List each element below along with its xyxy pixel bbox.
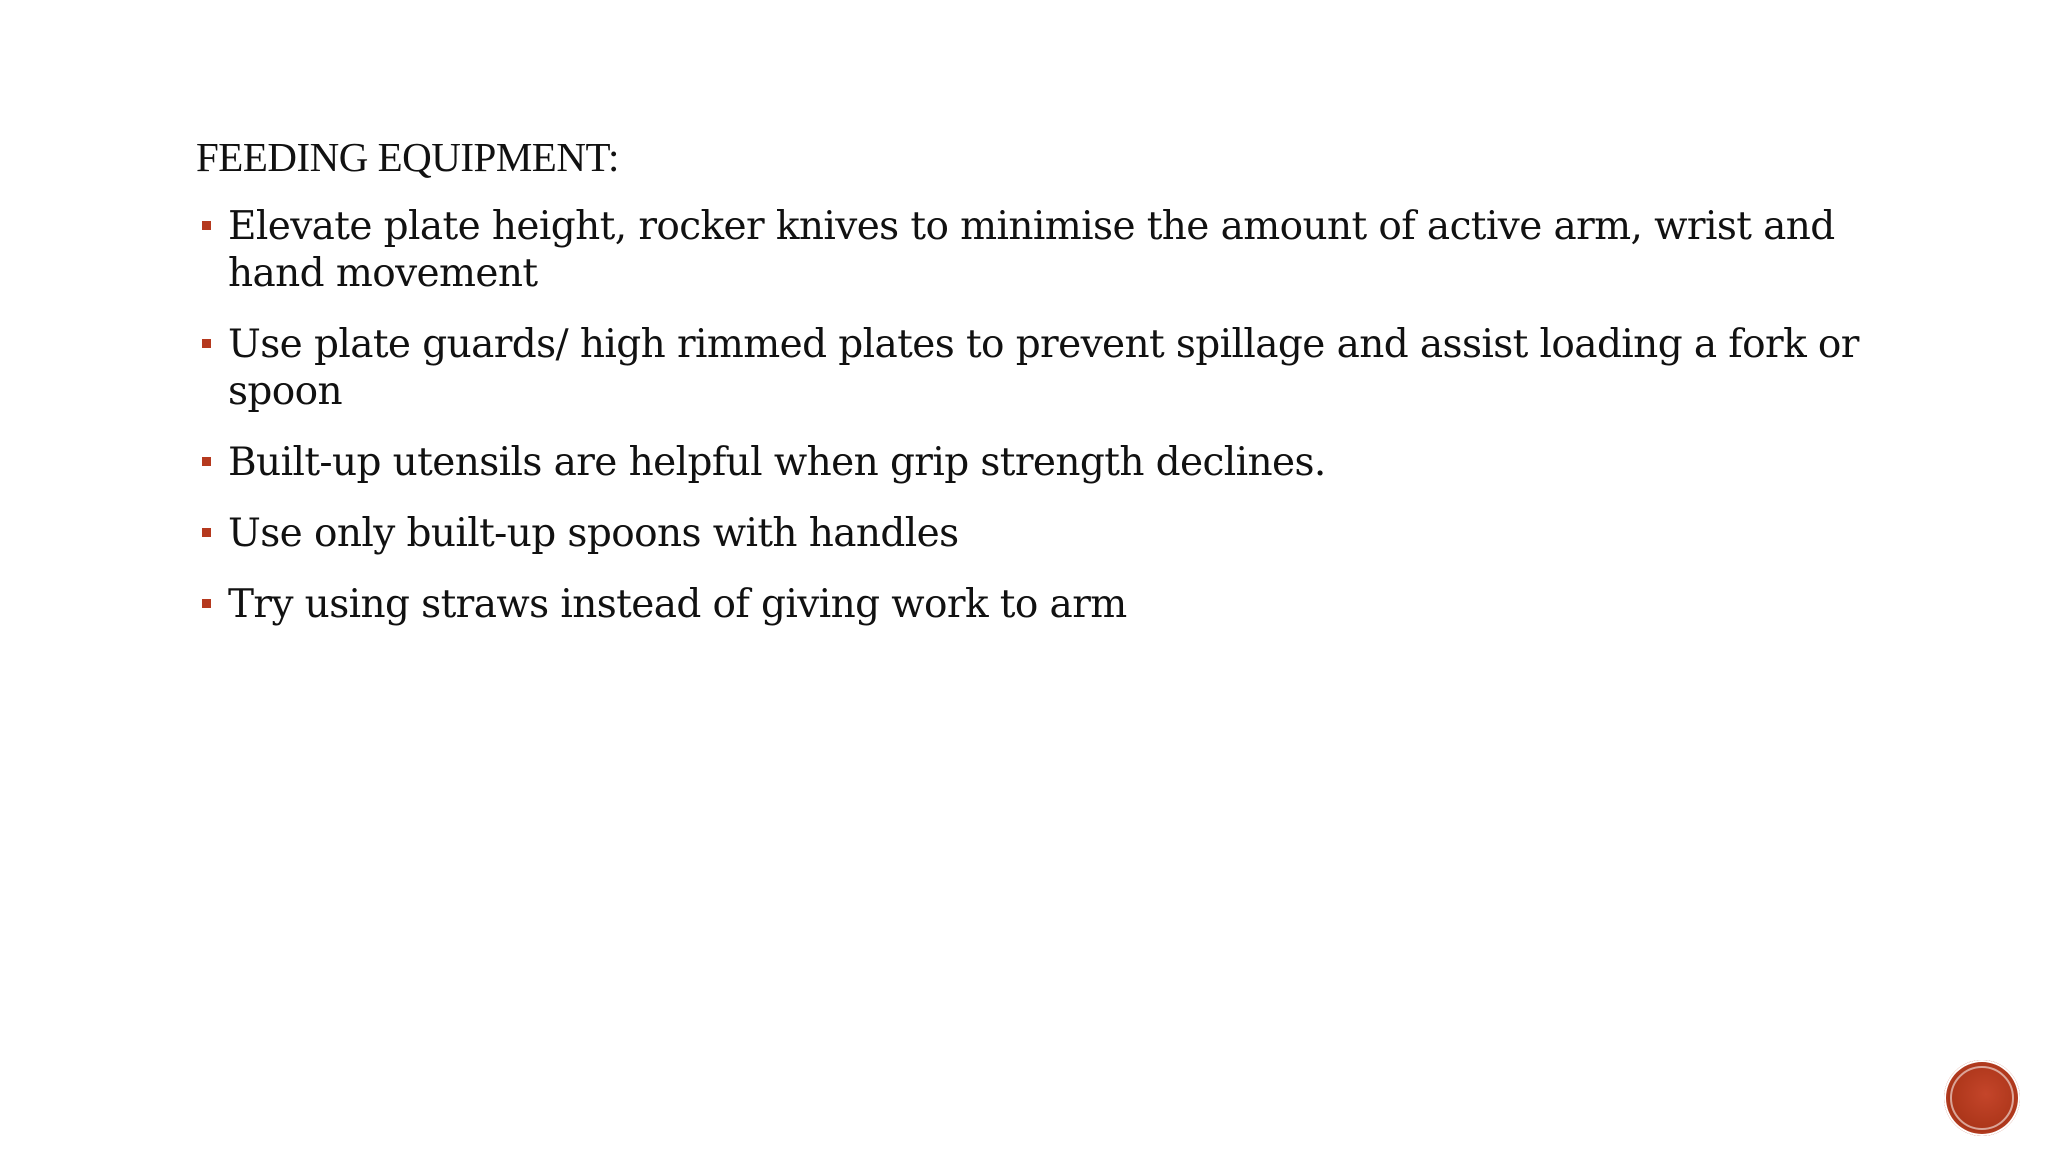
- badge-ring: [1950, 1066, 2014, 1130]
- bullet-text: Use only built-up spoons with handles: [228, 511, 959, 556]
- square-bullet-icon: [202, 528, 211, 537]
- bullet-text: Try using straws instead of giving work to arm: [228, 582, 1127, 627]
- slide-number-badge-icon: [1944, 1060, 2020, 1136]
- square-bullet-icon: [202, 339, 211, 348]
- list-item: [196, 581, 1896, 628]
- list-item: [196, 439, 1896, 486]
- list-item: [196, 203, 1896, 297]
- bullet-text: Built-up utensils are helpful when grip strength declines.: [228, 440, 1326, 485]
- square-bullet-icon: [202, 457, 211, 466]
- bullet-text: Elevate plate height, rocker knives to minimise the amount of active arm, wrist and hand movement: [228, 204, 1835, 296]
- square-bullet-icon: [202, 221, 211, 230]
- square-bullet-icon: [202, 599, 211, 608]
- slide-heading: FEEDING EQUIPMENT:: [196, 134, 619, 180]
- bullet-text: Use plate guards/ high rimmed plates to prevent spillage and assist loading a fork or spoon: [228, 322, 1859, 414]
- list-item: [196, 510, 1896, 557]
- bullet-list: [196, 203, 1896, 652]
- list-item: [196, 321, 1896, 415]
